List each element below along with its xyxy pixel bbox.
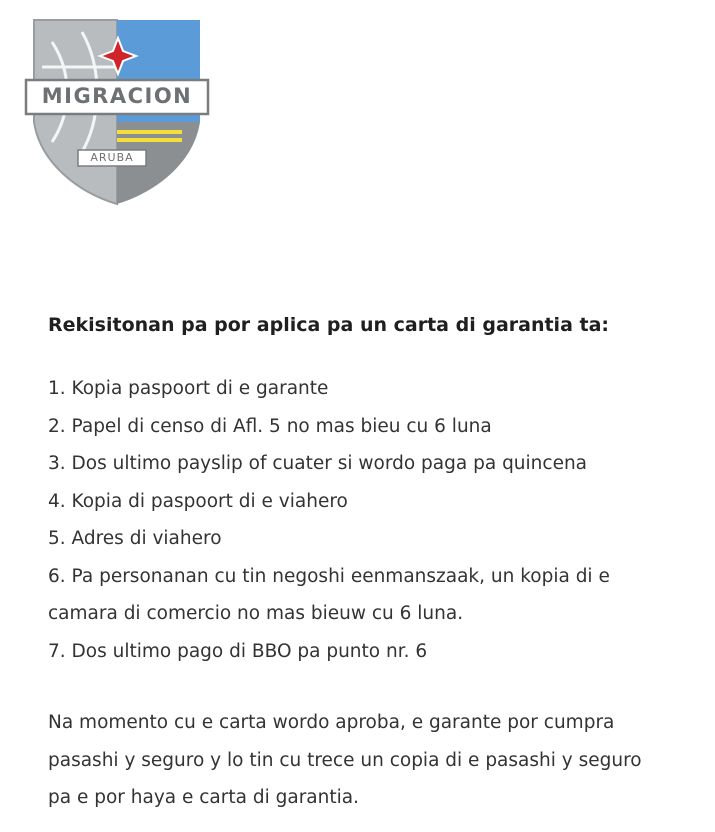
- list-item: 4. Kopia di paspoort di e viahero: [48, 490, 348, 512]
- closing-paragraph: [48, 704, 698, 817]
- requirements-list: [48, 370, 698, 670]
- closing-line: Na momento cu e carta wordo aproba, e garante por cumpra: [48, 712, 615, 733]
- closing-line: pasashi y seguro y lo tin cu trece un copia di e pasashi y seguro: [48, 749, 642, 771]
- list-item: 1. Kopia paspoort di e garante: [48, 378, 329, 399]
- list-item-continuation: camara di comercio no mas bieuw cu 6 luna.: [48, 603, 464, 624]
- page-heading: Rekisitonan pa por aplica pa un carta di garantia ta:: [48, 314, 610, 336]
- list-item: 5. Adres di viahero: [48, 528, 222, 549]
- logo-country-text: ARUBA: [90, 151, 134, 164]
- shield-icon: [22, 12, 212, 210]
- migracion-aruba-logo: [22, 12, 212, 210]
- list-item: 3. Dos ultimo payslip of cuater si wordo paga pa quincena: [48, 453, 588, 474]
- list-item: 7. Dos ultimo pago di BBO pa punto nr. 6: [48, 640, 428, 662]
- list-item: 2. Papel di censo di Afl. 5 no mas bieu cu 6 luna: [48, 415, 492, 437]
- logo-name-text: MIGRACION: [41, 84, 193, 108]
- list-item: 6. Pa personanan cu tin negoshi eenmanszaak, un kopia di e: [48, 565, 610, 587]
- closing-line: pa e por haya e carta di garantia.: [48, 787, 359, 808]
